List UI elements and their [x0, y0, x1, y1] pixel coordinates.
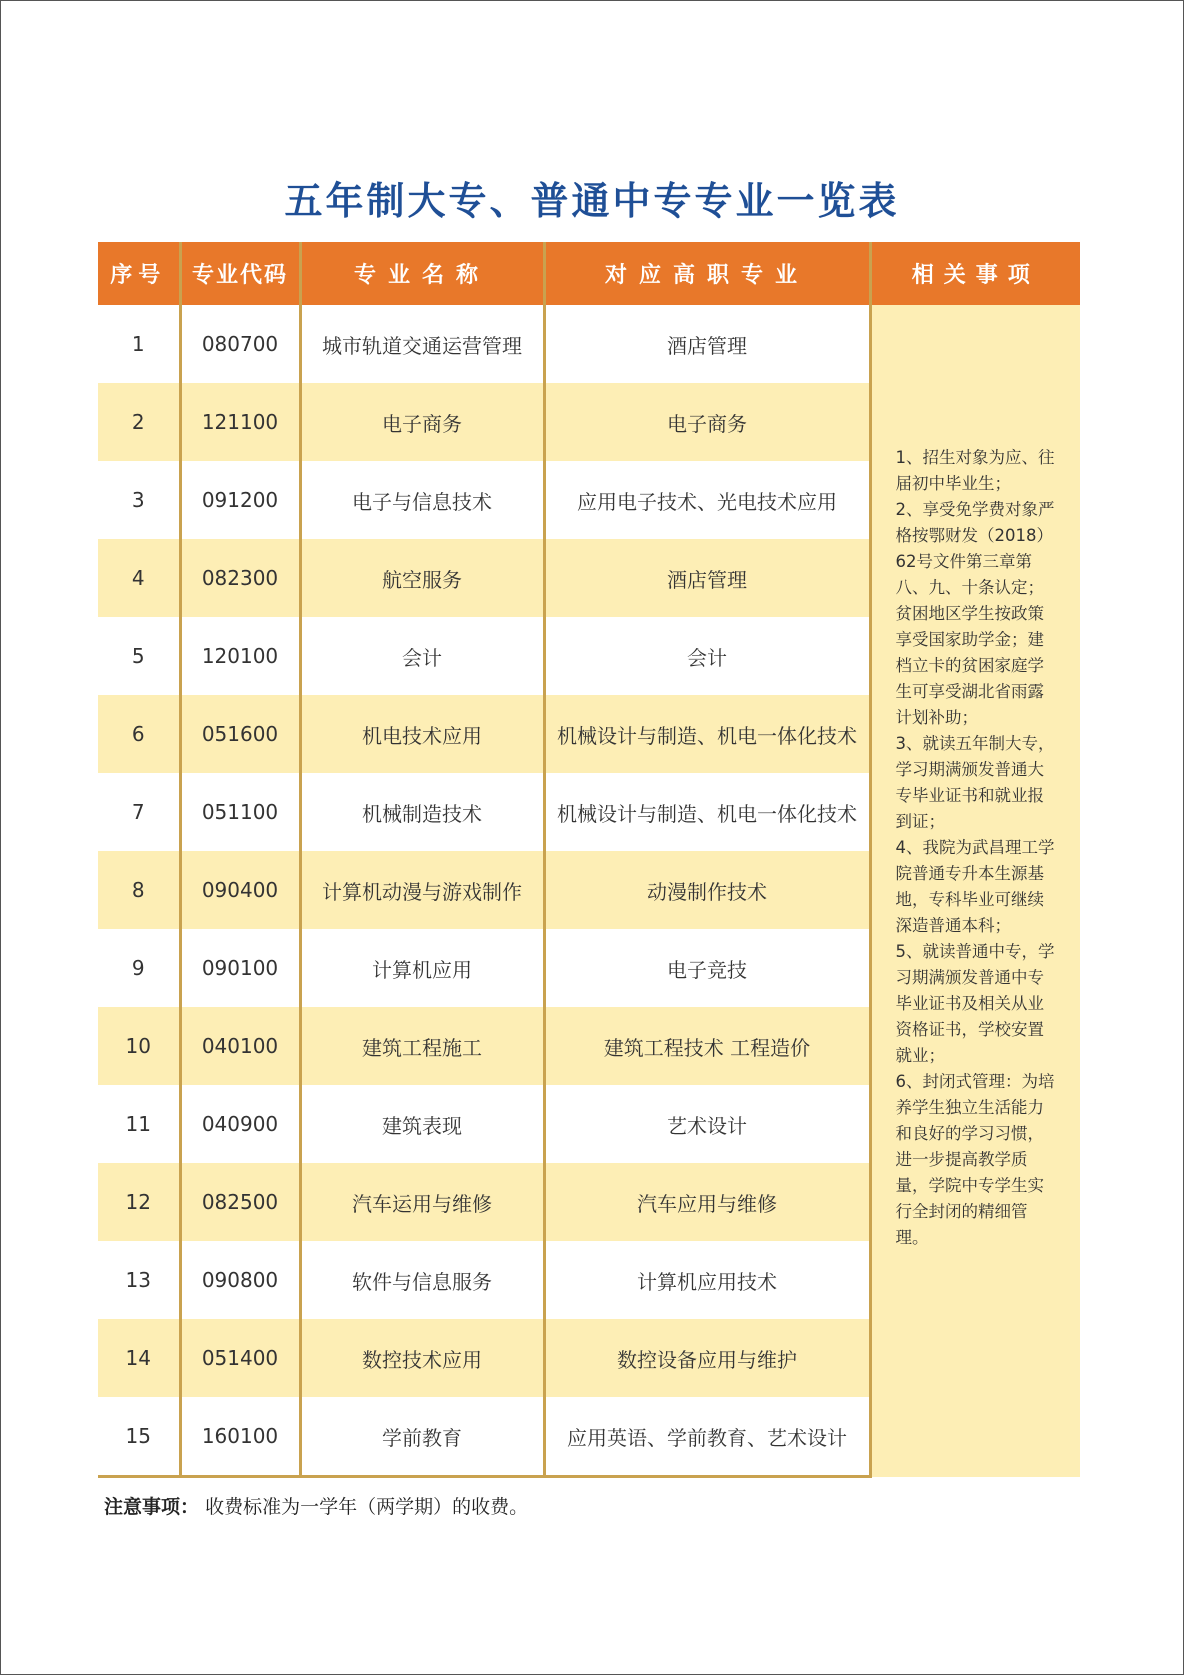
cell-higher: 酒店管理: [544, 539, 870, 617]
header-code: 专业代码: [180, 242, 300, 305]
footnote-text: 收费标准为一学年（两学期）的收费。: [205, 1496, 529, 1518]
cell-higher: 建筑工程技术 工程造价: [544, 1007, 870, 1085]
cell-higher: 动漫制作技术: [544, 851, 870, 929]
cell-code: 080700: [180, 305, 300, 383]
cell-seq: 14: [98, 1319, 180, 1397]
cell-code: 090100: [180, 929, 300, 1007]
note-item: 2、享受免学费对象严格按鄂财发（2018）62号文件第三章第八、九、十条认定；贫困地区学生按政策享受国家助学金；建档立卡的贫困家庭学生可享受湖北省雨露计划补助；: [895, 500, 1055, 727]
header-notes: 相关事项: [870, 242, 1080, 305]
cell-higher: 数控设备应用与维护: [544, 1319, 870, 1397]
cell-code: 040900: [180, 1085, 300, 1163]
cell-seq: 7: [98, 773, 180, 851]
cell-higher: 艺术设计: [544, 1085, 870, 1163]
cell-name: 汽车运用与维修: [300, 1163, 544, 1241]
cell-seq: 3: [98, 461, 180, 539]
cell-name: 电子商务: [300, 383, 544, 461]
cell-seq: 6: [98, 695, 180, 773]
cell-seq: 2: [98, 383, 180, 461]
cell-higher: 计算机应用技术: [544, 1241, 870, 1319]
cell-name: 建筑工程施工: [300, 1007, 544, 1085]
note-item: 4、我院为武昌理工学院普通专升本生源基地，专科毕业可继续深造普通本科；: [895, 838, 1055, 935]
cell-code: 051100: [180, 773, 300, 851]
cell-name: 城市轨道交通运营管理: [300, 305, 544, 383]
note-item: 5、就读普通中专，学习期满颁发普通中专毕业证书及相关从业资格证书，学校安置就业；: [895, 942, 1055, 1065]
cell-seq: 5: [98, 617, 180, 695]
note-item: 1、招生对象为应、往届初中毕业生；: [895, 448, 1055, 493]
cell-higher: 汽车应用与维修: [544, 1163, 870, 1241]
cell-name: 机电技术应用: [300, 695, 544, 773]
cell-seq: 10: [98, 1007, 180, 1085]
table-row: [98, 305, 1080, 383]
cell-code: 121100: [180, 383, 300, 461]
cell-higher: 机械设计与制造、机电一体化技术: [544, 773, 870, 851]
table-header-row: [98, 242, 1080, 305]
cell-code: 090800: [180, 1241, 300, 1319]
cell-code: 040100: [180, 1007, 300, 1085]
cell-seq: 1: [98, 305, 180, 383]
cell-name: 建筑表现: [300, 1085, 544, 1163]
cell-code: 120100: [180, 617, 300, 695]
cell-seq: 15: [98, 1397, 180, 1477]
cell-code: 090400: [180, 851, 300, 929]
major-table: [98, 242, 1080, 1478]
notes-cell: [870, 305, 1080, 1477]
note-item: 3、就读五年制大专，学习期满颁发普通大专毕业证书和就业报到证；: [895, 734, 1055, 831]
cell-name: 会计: [300, 617, 544, 695]
cell-name: 软件与信息服务: [300, 1241, 544, 1319]
cell-name: 计算机应用: [300, 929, 544, 1007]
cell-name: 数控技术应用: [300, 1319, 544, 1397]
cell-code: 051400: [180, 1319, 300, 1397]
cell-higher: 电子竞技: [544, 929, 870, 1007]
cell-name: 航空服务: [300, 539, 544, 617]
page-title: 五年制大专、普通中专专业一览表: [284, 179, 900, 223]
footnote: [104, 1492, 528, 1519]
cell-code: 082500: [180, 1163, 300, 1241]
cell-higher: 机械设计与制造、机电一体化技术: [544, 695, 870, 773]
cell-name: 电子与信息技术: [300, 461, 544, 539]
cell-code: 091200: [180, 461, 300, 539]
cell-higher: 电子商务: [544, 383, 870, 461]
cell-name: 学前教育: [300, 1397, 544, 1477]
cell-code: 160100: [180, 1397, 300, 1477]
cell-higher: 酒店管理: [544, 305, 870, 383]
header-seq: 序号: [98, 242, 180, 305]
cell-name: 计算机动漫与游戏制作: [300, 851, 544, 929]
cell-seq: 13: [98, 1241, 180, 1319]
cell-seq: 9: [98, 929, 180, 1007]
cell-seq: 12: [98, 1163, 180, 1241]
note-item: 6、封闭式管理：为培养学生独立生活能力和良好的学习习惯，进一步提高教学质量，学院中专学生实行全封闭的精细管理。: [895, 1072, 1055, 1247]
cell-higher: 应用英语、学前教育、艺术设计: [544, 1397, 870, 1477]
cell-higher: 会计: [544, 617, 870, 695]
cell-higher: 应用电子技术、光电技术应用: [544, 461, 870, 539]
cell-name: 机械制造技术: [300, 773, 544, 851]
header-name: 专业名称: [300, 242, 544, 305]
header-higher: 对应高职专业: [544, 242, 870, 305]
cell-seq: 4: [98, 539, 180, 617]
cell-seq: 8: [98, 851, 180, 929]
footnote-label: 注意事项：: [104, 1496, 200, 1518]
cell-code: 082300: [180, 539, 300, 617]
cell-seq: 11: [98, 1085, 180, 1163]
cell-code: 051600: [180, 695, 300, 773]
table-body: [98, 305, 1080, 1477]
